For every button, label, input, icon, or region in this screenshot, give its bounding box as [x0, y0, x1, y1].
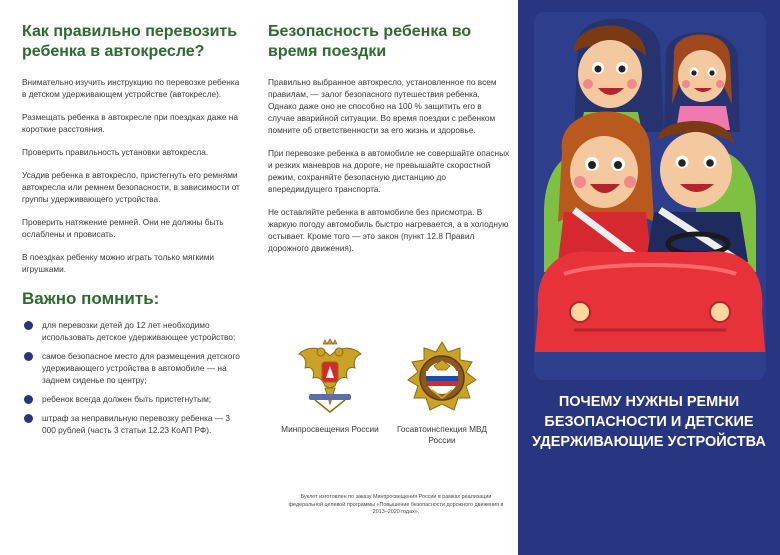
left-paragraph: В поездках ребенку можно играть только мягкими игрушками. [22, 252, 215, 274]
traffic-police-emblem-icon [402, 338, 482, 418]
traffic-police-caption: Госавтоинспекция МВД России [396, 424, 488, 445]
left-paragraph: Размещать ребенка в автокресле при поездках даже на короткие расстояния. [22, 112, 239, 134]
remember-item [22, 319, 244, 343]
traffic-police-logo [392, 338, 492, 446]
middle-heading: Безопасность ребенка во время поездки [268, 23, 472, 60]
middle-paragraph: Правильно выбранное автокресло, установленное по всем правилам, — залог безопасного путешествия ребенка. Однако даже оно не способно на 100 % защитить его в случае аварийной ситуации. Во время поездки с ребенком помните об ответственности за его жизнь и здоровье. [268, 77, 497, 135]
cover-title: ПОЧЕМУ НУЖНЫ РЕМНИ БЕЗОПАСНОСТИ И ДЕТСКИЕ УДЕРЖИВАЮЩИЕ УСТРОЙСТВА [532, 394, 766, 450]
ministry-logo [280, 338, 380, 435]
bullet-dot-icon [24, 414, 33, 423]
cover-panel [518, 0, 780, 555]
left-paragraph: Внимательно изучить инструкцию по перевозке ребенка в детском удерживающем устройстве (автокресле). [22, 77, 240, 99]
bullet-dot-icon [24, 321, 33, 330]
remember-item [22, 412, 244, 436]
ministry-caption: Минпросвещения России [281, 424, 379, 434]
left-paragraph: Усадив ребенка в автокресло, пристегнуть его ремнями автокресла или ремнем безопасности, в зависимости от группы удерживающего устройства. [22, 170, 240, 204]
remember-item-text: штраф за неправильную перевозку ребенка — 3 000 рублей (часть 3 статьи 12.23 КоАП РФ). [42, 413, 231, 435]
remember-list [22, 319, 244, 436]
left-heading: Как правильно перевозить ребенка в автокресле? [22, 23, 238, 60]
middle-column [258, 0, 518, 555]
remember-heading: Важно помнить: [22, 289, 160, 308]
remember-item-text: для перевозки детей до 12 лет необходимо использовать детское удерживающее устройство; [42, 320, 236, 342]
family-car-illustration [534, 12, 766, 380]
middle-paragraph: Не оставляйте ребенка в автомобиле без присмотра. В жаркую погоду автомобиль быстро нагревается, а в холодную остывает. Кроме того — это закон (пункт 12.8 Правил дорожного движения). [268, 207, 509, 253]
left-paragraph: Проверить натяжение ремней. Они не должны быть ослаблены и провисать. [22, 217, 224, 239]
middle-paragraph: При перевозке ребенка в автомобиле не совершайте опасных и резких маневров на дороге, не превышайте скоростной режим, сохраняйте безопасную дистанцию до впередиидущего транспорта. [268, 148, 510, 194]
remember-item [22, 393, 244, 405]
double-headed-eagle-emblem-icon [295, 338, 365, 418]
logos-row [280, 338, 510, 468]
left-column [0, 0, 258, 555]
family-in-car-icon [534, 12, 766, 380]
footnote: Буклет изготовлен по заказу Минпросвещения России в рамках реализации федеральной целевой программы «Повышение безопасности дорожного движения в 2013–2020 годах». [288, 494, 504, 515]
remember-item [22, 350, 244, 386]
bullet-dot-icon [24, 352, 33, 361]
bullet-dot-icon [24, 395, 33, 404]
remember-item-text: самое безопасное место для размещения детского удерживающего устройства в автомобиле — на заднем сиденье по центру; [42, 351, 240, 385]
remember-item-text: ребенок всегда должен быть пристегнутым; [42, 394, 212, 404]
left-paragraph: Проверить правильность установки автокресла. [22, 147, 209, 157]
